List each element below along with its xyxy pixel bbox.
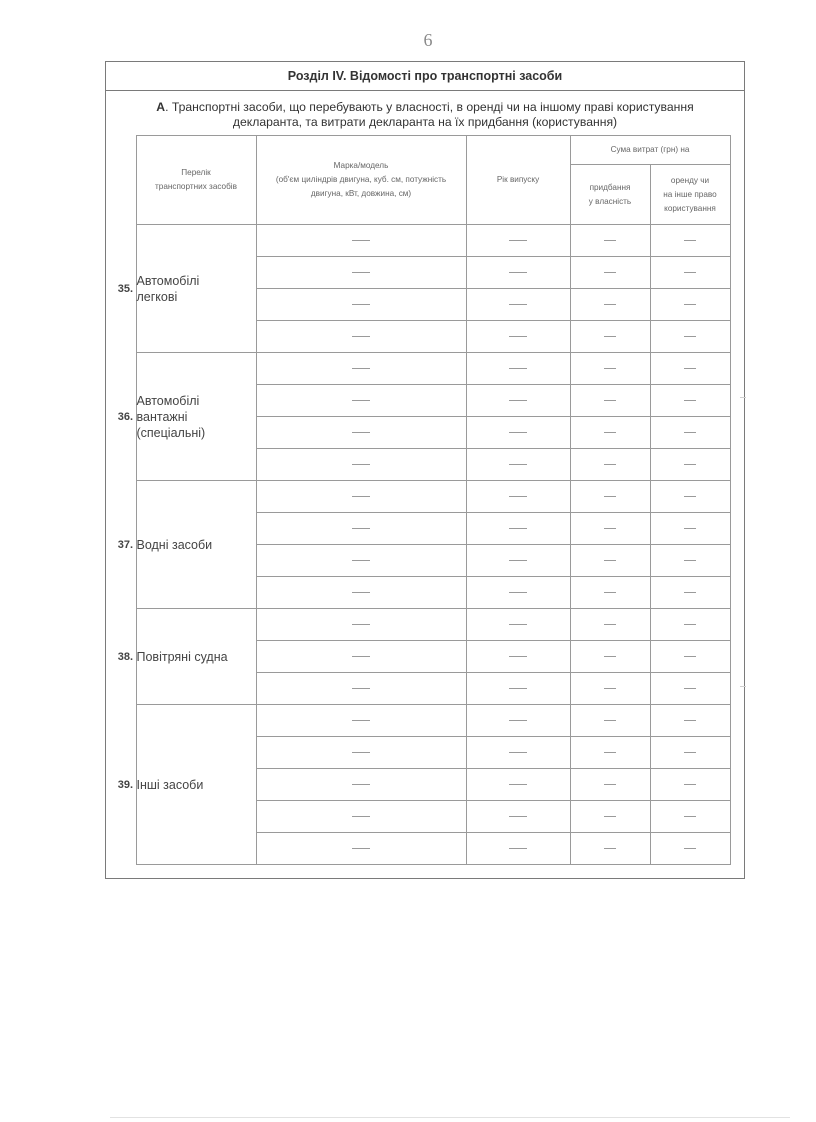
empty-dash — [604, 656, 616, 657]
header-vehicle-list — [136, 136, 256, 225]
empty-dash — [352, 624, 370, 625]
table-cell — [650, 353, 730, 385]
empty-dash — [352, 240, 370, 241]
table-cell — [256, 673, 466, 705]
table-cell — [256, 257, 466, 289]
table-cell — [256, 641, 466, 673]
empty-dash — [509, 432, 527, 433]
header-rent — [650, 165, 730, 225]
group-number-text: 39. — [117, 778, 133, 791]
table-cell — [570, 513, 650, 545]
table-cell — [570, 801, 650, 833]
table-cell — [570, 481, 650, 513]
header-rent-line3: користування — [664, 203, 716, 213]
empty-dash — [684, 464, 696, 465]
table-cell — [650, 641, 730, 673]
table-cell — [256, 225, 466, 257]
table-cell — [650, 769, 730, 801]
header-row-1 — [136, 136, 730, 165]
table-cell — [650, 705, 730, 737]
empty-dash — [352, 816, 370, 817]
group-number-text: 37. — [117, 538, 133, 551]
subsection-letter: А — [156, 100, 166, 114]
group-label-line: Повітряні судна — [136, 649, 228, 664]
empty-dash — [509, 272, 527, 273]
empty-dash — [684, 784, 696, 785]
empty-dash — [684, 432, 696, 433]
table-cell — [570, 833, 650, 865]
table-cell — [570, 545, 650, 577]
empty-dash — [604, 720, 616, 721]
table-cell — [466, 609, 570, 641]
empty-dash — [509, 336, 527, 337]
subsection-title-line1: . Транспортні засоби, що перебувають у власності, в оренді чи на іншому праві користування — [165, 100, 694, 114]
table-cell — [466, 481, 570, 513]
table-cell — [570, 641, 650, 673]
table-cell — [466, 673, 570, 705]
empty-dash — [509, 688, 527, 689]
header-purchase-line1: придбання — [589, 182, 631, 192]
empty-dash — [352, 400, 370, 401]
table-cell — [256, 513, 466, 545]
table-cell — [650, 609, 730, 641]
header-vehicle-list-line1: Перелік — [181, 168, 211, 177]
empty-dash — [604, 592, 616, 593]
table-cell — [570, 737, 650, 769]
empty-dash — [352, 560, 370, 561]
empty-dash — [352, 752, 370, 753]
empty-dash — [604, 688, 616, 689]
table-cell — [650, 737, 730, 769]
table-cell — [466, 833, 570, 865]
table-cell — [650, 257, 730, 289]
group-label-line: Водні засоби — [136, 537, 213, 552]
empty-dash — [352, 336, 370, 337]
table-cell — [256, 385, 466, 417]
table-row — [136, 225, 730, 257]
empty-dash — [684, 560, 696, 561]
header-vehicle-list-line2: транспортних засобів — [155, 182, 237, 191]
table-cell — [466, 449, 570, 481]
header-purchase — [570, 165, 650, 225]
table-cell — [650, 321, 730, 353]
group-label — [136, 225, 256, 353]
table-cell — [570, 769, 650, 801]
empty-dash — [684, 336, 696, 337]
empty-dash — [509, 656, 527, 657]
table-cell — [466, 257, 570, 289]
empty-dash — [604, 400, 616, 401]
table-row — [136, 609, 730, 641]
table-cell — [256, 737, 466, 769]
header-rent-line2: на інше право — [663, 189, 717, 199]
header-brand-line3: двигуна, кВт, довжина, см) — [310, 189, 412, 198]
header-rent-line1: оренду чи — [670, 175, 710, 185]
table-cell — [256, 545, 466, 577]
empty-dash — [352, 304, 370, 305]
vehicles-table — [117, 135, 731, 865]
group-label-line: Автомобілі — [136, 393, 200, 408]
table-cell — [650, 577, 730, 609]
page-bottom-line — [110, 1117, 790, 1118]
empty-dash — [509, 528, 527, 529]
table-cell — [466, 417, 570, 449]
table-body — [117, 225, 730, 865]
empty-dash — [604, 784, 616, 785]
empty-dash — [352, 368, 370, 369]
group-label-line: Автомобілі — [136, 273, 200, 288]
table-cell — [570, 353, 650, 385]
group-label-line: (спеціальні) — [136, 425, 206, 440]
empty-dash — [509, 304, 527, 305]
table-cell — [570, 673, 650, 705]
table-cell — [650, 385, 730, 417]
table-cell — [570, 417, 650, 449]
empty-dash — [604, 752, 616, 753]
empty-dash — [604, 368, 616, 369]
empty-dash — [352, 464, 370, 465]
empty-dash — [684, 816, 696, 817]
table-cell — [256, 705, 466, 737]
table-cell — [466, 353, 570, 385]
empty-dash — [352, 272, 370, 273]
empty-dash — [509, 240, 527, 241]
empty-dash — [509, 720, 527, 721]
table-cell — [466, 769, 570, 801]
empty-dash — [509, 464, 527, 465]
margin-mark — [740, 397, 746, 398]
header-purchase-line2: у власність — [588, 196, 632, 206]
subsection-title — [106, 100, 744, 130]
empty-dash — [604, 848, 616, 849]
table-cell — [256, 577, 466, 609]
table-cell — [256, 609, 466, 641]
table-cell — [650, 673, 730, 705]
empty-dash — [684, 400, 696, 401]
table-cell — [256, 353, 466, 385]
empty-dash — [604, 560, 616, 561]
table-cell — [466, 321, 570, 353]
table-cell — [466, 705, 570, 737]
table-cell — [256, 289, 466, 321]
empty-dash — [684, 240, 696, 241]
table-cell — [466, 225, 570, 257]
empty-dash — [684, 752, 696, 753]
table-cell — [650, 449, 730, 481]
empty-dash — [352, 848, 370, 849]
empty-dash — [604, 464, 616, 465]
empty-dash — [509, 592, 527, 593]
table-cell — [466, 289, 570, 321]
empty-dash — [604, 816, 616, 817]
empty-dash — [509, 368, 527, 369]
table-cell — [466, 801, 570, 833]
empty-dash — [684, 304, 696, 305]
table-cell — [570, 321, 650, 353]
empty-dash — [352, 720, 370, 721]
empty-dash — [604, 432, 616, 433]
empty-dash — [352, 496, 370, 497]
empty-dash — [509, 784, 527, 785]
empty-dash — [684, 656, 696, 657]
group-label — [136, 353, 256, 481]
empty-dash — [684, 848, 696, 849]
empty-dash — [352, 432, 370, 433]
table-cell — [256, 417, 466, 449]
margin-mark — [740, 686, 746, 687]
empty-dash — [684, 368, 696, 369]
table-cell — [466, 577, 570, 609]
table-cell — [570, 289, 650, 321]
header-brand-model — [256, 136, 466, 225]
table-cell — [650, 417, 730, 449]
empty-dash — [352, 688, 370, 689]
group-label-line: Інші засоби — [136, 777, 204, 792]
table-cell — [570, 449, 650, 481]
table-cell — [650, 225, 730, 257]
table-cell — [650, 513, 730, 545]
empty-dash — [684, 528, 696, 529]
table-cell — [466, 385, 570, 417]
table-cell — [466, 737, 570, 769]
empty-dash — [684, 592, 696, 593]
table-cell — [256, 833, 466, 865]
table-row — [136, 481, 730, 513]
table-cell — [570, 257, 650, 289]
table-cell — [570, 385, 650, 417]
header-brand-line2: (об'єм циліндрів двигуна, куб. см, потужність — [275, 175, 447, 184]
table-cell — [570, 609, 650, 641]
group-label — [136, 705, 256, 865]
table-cell — [466, 545, 570, 577]
empty-dash — [604, 272, 616, 273]
header-brand-line1: Марка/модель — [333, 161, 389, 170]
table-cell — [256, 321, 466, 353]
group-number-text: 36. — [117, 410, 133, 423]
table-cell — [650, 833, 730, 865]
empty-dash — [604, 624, 616, 625]
empty-dash — [604, 304, 616, 305]
table-cell — [570, 705, 650, 737]
table-row — [136, 705, 730, 737]
empty-dash — [684, 272, 696, 273]
group-label — [136, 609, 256, 705]
empty-dash — [352, 528, 370, 529]
group-number-text: 38. — [117, 650, 133, 663]
group-label-line: легкові — [136, 289, 178, 304]
subsection-title-line2: декларанта, та витрати декларанта на їх придбання (користування) — [232, 115, 618, 129]
table-cell — [256, 769, 466, 801]
table-cell — [256, 801, 466, 833]
empty-dash — [509, 496, 527, 497]
table-cell — [466, 641, 570, 673]
table-cell — [650, 801, 730, 833]
table-cell — [650, 289, 730, 321]
empty-dash — [509, 400, 527, 401]
empty-dash — [509, 848, 527, 849]
empty-dash — [604, 528, 616, 529]
table-cell — [256, 481, 466, 513]
table-cell — [570, 577, 650, 609]
empty-dash — [509, 816, 527, 817]
empty-dash — [684, 496, 696, 497]
group-label — [136, 481, 256, 609]
empty-dash — [684, 624, 696, 625]
empty-dash — [684, 720, 696, 721]
empty-dash — [352, 656, 370, 657]
table-cell — [570, 225, 650, 257]
empty-dash — [509, 624, 527, 625]
section-title: Розділ IV. Відомості про транспортні засоби — [106, 62, 744, 91]
header-sum-title: Сума витрат (грн) на — [570, 136, 730, 165]
section-frame — [105, 61, 745, 879]
empty-dash — [509, 560, 527, 561]
empty-dash — [352, 592, 370, 593]
empty-dash — [509, 752, 527, 753]
page-number: 6 — [423, 30, 433, 50]
empty-dash — [604, 496, 616, 497]
table-row — [136, 353, 730, 385]
table-cell — [650, 545, 730, 577]
header-year: Рік випуску — [466, 136, 570, 225]
table-cell — [256, 449, 466, 481]
empty-dash — [604, 240, 616, 241]
empty-dash — [684, 688, 696, 689]
empty-dash — [604, 336, 616, 337]
group-number-text: 35. — [117, 282, 133, 295]
table-cell — [466, 513, 570, 545]
table-cell — [650, 481, 730, 513]
empty-dash — [352, 784, 370, 785]
group-label-line: вантажні — [136, 409, 188, 424]
